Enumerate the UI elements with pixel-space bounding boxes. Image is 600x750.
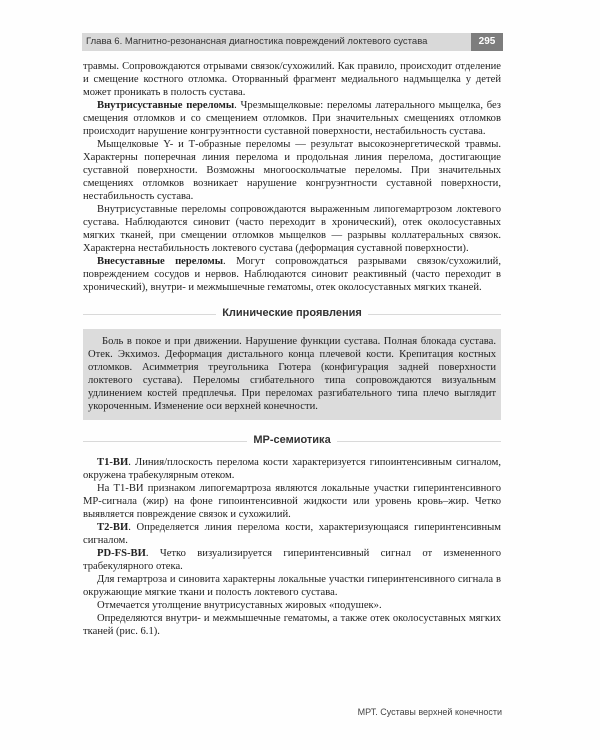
clinical-box	[83, 329, 501, 420]
running-footer: МРТ. Суставы верхней конечности	[357, 707, 502, 717]
paragraph-condylar: Мыщелковые Y- и Т-образные переломы — результат высокоэнергетической травмы. Характерны поперечная линия перелома и продольная линия перелома, достигающие суставной поверхности. Возможны многооскольчатые переломы. При значительных смещениях отломков возникает нарушение конгруэнтности суставной поверхности, нестабильность сустава.	[83, 139, 501, 202]
paragraph-extraarticular	[83, 255, 501, 294]
paragraph-t2-text: . Определяется линия перелома кости, характеризующаяся гиперинтенсивным сигналом.	[83, 522, 501, 546]
term-intraarticular-fractures: Внутрисуставные переломы	[97, 100, 235, 111]
paragraph-lipohemarthrosis: Внутрисуставные переломы сопровождаются выраженным липогемартрозом локтевого сустава. Наблюдаются синовит (часто переходит в хронический), отек околосуставных мягких тканей, при смещении отломков мыщелков — разрывы коллатеральных связок. Характерна нестабильность локтевого сустава (деформация суставной поверхности).	[83, 204, 501, 254]
paragraph-pd-fs-text: . Четко визуализируется гиперинтенсивный сигнал от измененного трабекулярного отека.	[83, 548, 501, 572]
clinical-heading-label: Клинические проявления	[216, 307, 368, 319]
page-body	[83, 60, 501, 638]
term-t2: Т2-ВИ	[97, 522, 129, 533]
chapter-title: Глава 6. Магнитно-резонансная диагностика повреждений локтевого сустава	[86, 36, 428, 47]
paragraph-extraarticular-text: . Могут сопровождаться разрывами связок/сухожилий, повреждением сосудов и нервов. Наблюдаются синовит реактивный (часто переходит в хронический), внутри- и межмышечные гематомы, отек околосуставных мягких тканей.	[83, 256, 501, 293]
paragraph-fracture-intro: травмы. Сопровождаются отрывами связок/сухожилий. Как правило, происходит отделение и смещение костного отломка. Оторванный фрагмент медиального надмыщелка у детей может проникать в полость сустава.	[83, 61, 501, 98]
paragraph-hematomas: Определяются внутри- и межмышечные гематомы, а также отек околосуставных мягких тканей (рис. 6.1).	[83, 613, 501, 637]
clinical-text: Боль в покое и при движении. Нарушение функции сустава. Полная блокада сустава. Отек. Экхимоз. Деформация дистального конца плечевой кости. Крепитация костных отломков. Асимметрия треугольника Гютера (конфигурация задней поверхности локтевого сустава). Переломы сгибательного типа сопровождаются визуальным удлинением костей предплечья. При переломах разгибательного типа плечо выглядит укороченным. Изменение оси верхней конечности.	[88, 336, 496, 412]
section-heading-clinical	[83, 307, 501, 320]
paragraph-intraarticular	[83, 99, 501, 138]
page-number: 295	[471, 33, 503, 51]
term-t1: Т1-ВИ	[97, 457, 129, 468]
term-extraarticular-fractures: Внесуставные переломы	[97, 256, 224, 267]
paragraph-t1	[83, 456, 501, 482]
paragraph-t1-text: . Линия/плоскость перелома кости характеризуется гипоинтенсивным сигналом, окружена трабекулярным отеком.	[83, 457, 501, 481]
paragraph-t2	[83, 521, 501, 547]
term-pd-fs: PD-FS-ВИ	[97, 548, 146, 559]
mr-heading-label: МР-семиотика	[247, 434, 336, 446]
paragraph-t1-lipohemarthrosis: На Т1-ВИ признаком липогемартроза являются локальные участки гиперинтенсивного МР-сигнала (жир) на фоне гипоинтенсивной жидкости или уровень кровь–жир. Четко выявляется повреждение связок и сухожилий.	[83, 483, 501, 520]
paragraph-pd-fs	[83, 547, 501, 573]
section-heading-mr	[83, 434, 501, 447]
paragraph-fat-pads: Отмечается утолщение внутрисуставных жировых «подушек».	[97, 600, 382, 611]
running-header	[82, 33, 503, 51]
paragraph-hemarthrosis: Для гемартроза и синовита характерны локальные участки гиперинтенсивного сигнала в окружающие мягкие ткани и полость локтевого сустава.	[83, 574, 501, 598]
paragraph-intraarticular-text: . Чрезмыщелковые: переломы латерального мыщелка, без смещения отломков и со смещением отломков. При значительных смещениях отломков происходит нарушение конгруэнтности суставной поверхности, нестабильность сустава.	[83, 100, 501, 137]
